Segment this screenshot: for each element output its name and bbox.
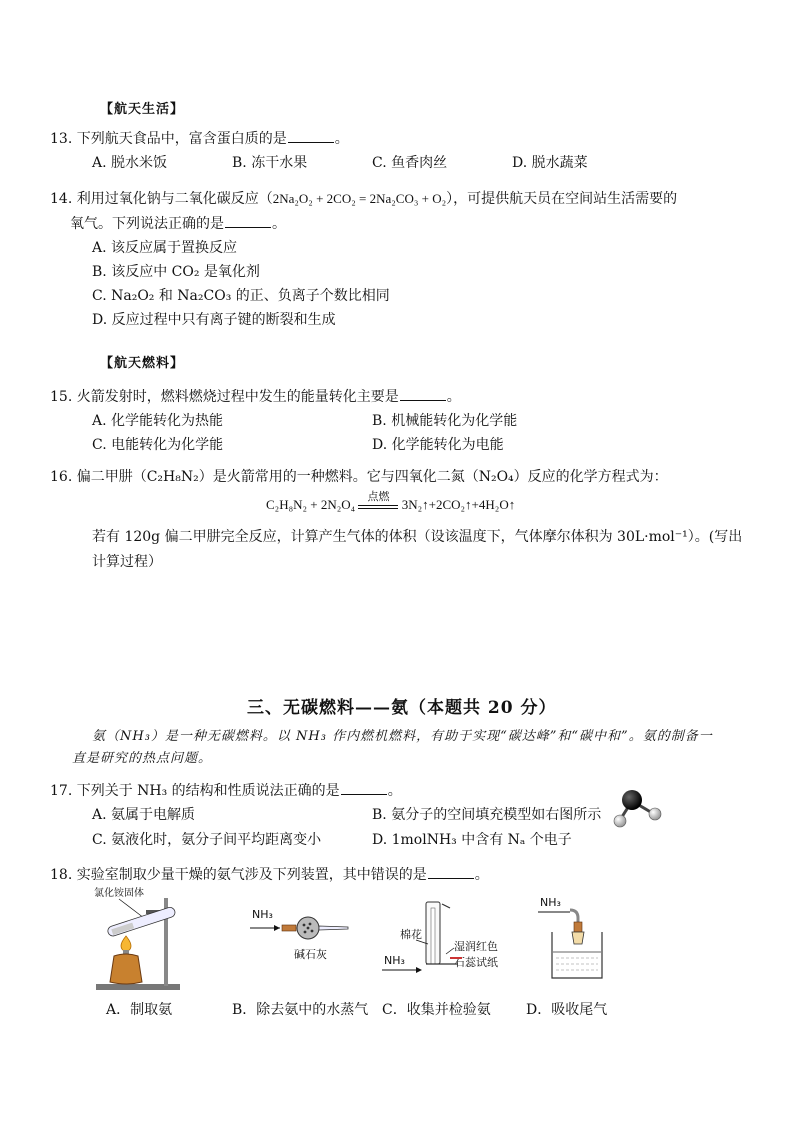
- section-intro-cont: 直是研究的热点问题。: [72, 751, 213, 766]
- option-15-d: D. 化学能转化为电能: [372, 437, 504, 453]
- caption-c: C．收集并检验氨: [382, 1002, 491, 1018]
- option-14-b: B. 该反应中 CO₂ 是氧化剂: [92, 264, 260, 280]
- label-soda-lime: 碱石灰: [294, 948, 327, 961]
- apparatus-b: [250, 906, 356, 964]
- inverted-funnel: [572, 932, 584, 944]
- question-16: 16. 偏二甲肼（C₂H₈N₂）是火箭常用的一种燃料。它与四氧化二氮（N₂O₄）反应的化学方程式为：: [50, 469, 668, 485]
- question-13-stem: 13. 下列航天食品中，富含蛋白质的是: [50, 131, 287, 147]
- option-17-a: A. 氨属于电解质: [92, 807, 196, 823]
- equation-14: 2Na₂O₂ + 2CO₂ = 2Na₂CO₃ + O₂: [272, 191, 447, 206]
- section-tag-space-fuel: 【航天燃料】: [100, 356, 185, 371]
- option-17-c: C. 氨液化时，氨分子间平均距离变小: [92, 832, 322, 848]
- question-15: 15. 火箭发射时，燃料燃烧过程中发生的能量转化主要是 。: [50, 389, 461, 405]
- question-14: 14. 利用过氧化钠与二氧化碳反应（2Na₂O₂ + 2CO₂ = 2Na₂CO₃ + O₂），可提供航天员在空间站生活需要的: [50, 191, 678, 207]
- question-13: 13. 下列航天食品中，富含蛋白质的是 。: [50, 131, 349, 147]
- label-ammonium-chloride: 氯化铵固体: [94, 888, 144, 899]
- hydrogen-atom: [614, 815, 626, 827]
- option-15-b: B. 机械能转化为化学能: [372, 413, 518, 429]
- alcohol-lamp: [110, 954, 142, 984]
- section-tag-space-life: 【航天生活】: [100, 102, 185, 117]
- label-litmus-paper: 湿润红色: [454, 940, 498, 953]
- hydrogen-atom: [649, 808, 661, 820]
- equation-16: C₂H₈N₂ + 2N₂O₄ 点燃 3N₂↑+2CO₂↑+4H₂O↑: [266, 497, 515, 513]
- question-17: 17. 下列关于 NH₃ 的结构和性质说法正确的是 。: [50, 783, 402, 799]
- option-14-d: D. 反应过程中只有离子键的断裂和生成: [92, 312, 336, 328]
- label-nh3: NH₃: [384, 954, 405, 967]
- option-13-c: C. 鱼香肉丝: [372, 155, 448, 171]
- section-intro: 氨（NH₃）是一种无碳燃料。以 NH₃ 作内燃机燃料，有助于实现“碳达峰”和“碳中和”。氨的制备一: [92, 729, 713, 744]
- question-16-text-cont: 计算过程）: [92, 554, 162, 570]
- nitrogen-atom: [622, 790, 642, 810]
- ammonia-space-filling-model: [610, 788, 666, 832]
- question-16-text: 若有 120g 偏二甲肼完全反应，计算产生气体的体积（设该温度下，气体摩尔体积为 30L·mol⁻¹）。(写出: [92, 529, 743, 545]
- option-13-a: A. 脱水米饭: [92, 155, 168, 171]
- label-nh3: NH₃: [540, 896, 561, 909]
- answer-blank[interactable]: [428, 866, 474, 879]
- label-nh3: NH₃: [252, 908, 273, 921]
- label-cotton: 棉花: [400, 928, 422, 941]
- apparatus-d: [530, 892, 610, 984]
- answer-blank[interactable]: [400, 388, 446, 401]
- caption-b: B．除去氨中的水蒸气: [232, 1002, 369, 1018]
- flame: [121, 936, 131, 952]
- question-14-cont: 氧气。下列说法正确的是 。: [70, 216, 286, 232]
- apparatus-c: [380, 898, 520, 976]
- svg-text:石蕊试纸: 石蕊试纸: [454, 956, 498, 969]
- section-title: 三、无碳燃料——氨（本题共 20 分）: [247, 698, 557, 718]
- answer-blank[interactable]: [288, 130, 334, 143]
- caption-d: D．吸收尾气: [526, 1002, 608, 1018]
- option-17-b: B. 氨分子的空间填充模型如右图所示: [372, 807, 602, 823]
- apparatus-a: [86, 882, 196, 994]
- option-14-a: A. 该反应属于置换反应: [92, 240, 238, 256]
- question-18: 18. 实验室制取少量干燥的氨气涉及下列装置，其中错误的是 。: [50, 867, 489, 883]
- caption-a: A．制取氨: [106, 1002, 173, 1018]
- reaction-condition: 点燃: [367, 491, 390, 503]
- option-14-c: C. Na₂O₂ 和 Na₂CO₃ 的正、负离子个数比相同: [92, 288, 390, 304]
- option-15-a: A. 化学能转化为热能: [92, 413, 224, 429]
- option-13-b: B. 冻干水果: [232, 155, 308, 171]
- answer-blank[interactable]: [225, 215, 271, 228]
- option-17-d: D. 1molNH₃ 中含有 Nₐ 个电子: [372, 832, 572, 848]
- equals-sign: [358, 505, 398, 509]
- option-13-d: D. 脱水蔬菜: [512, 155, 588, 171]
- answer-blank[interactable]: [341, 782, 387, 795]
- option-15-c: C. 电能转化为化学能: [92, 437, 224, 453]
